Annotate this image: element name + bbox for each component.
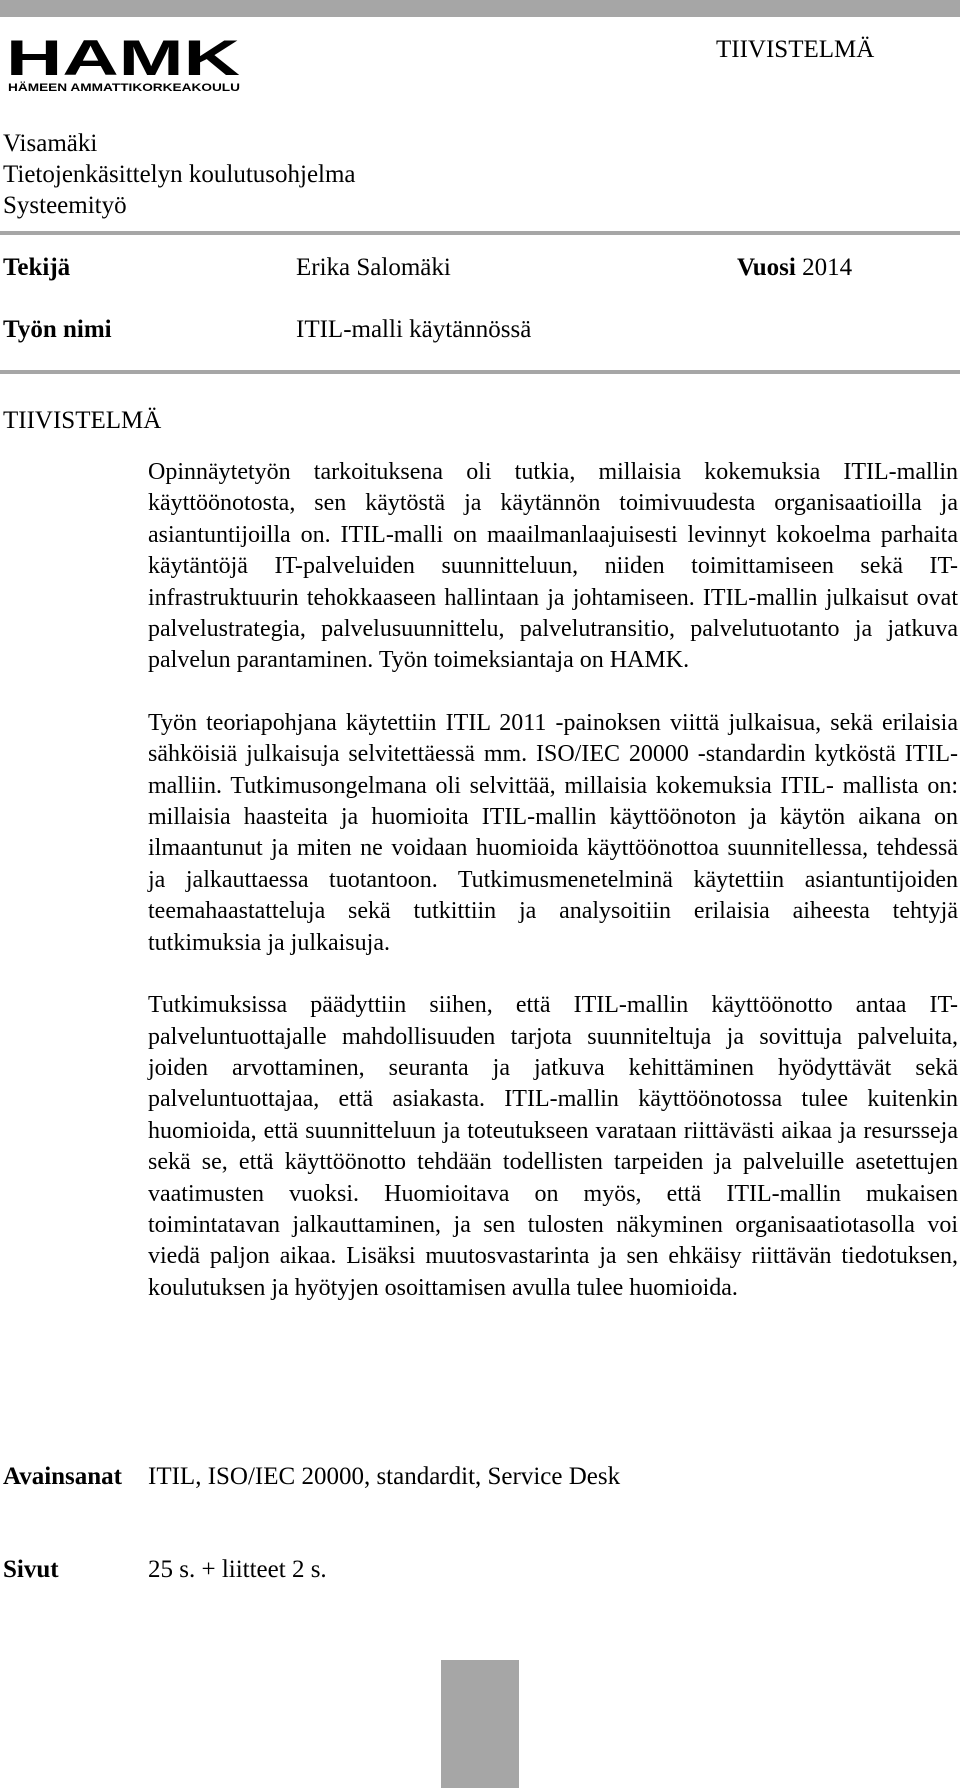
title-label: Työn nimi xyxy=(3,316,112,343)
abstract-heading: TIIVISTELMÄ xyxy=(3,407,162,434)
thesis-title: ITIL-malli käytännössä xyxy=(296,316,532,343)
year-value: 2014 xyxy=(802,254,853,281)
abstract-body xyxy=(148,457,958,1335)
hamk-logo xyxy=(6,35,246,95)
specialisation: Systeemityö xyxy=(3,192,127,219)
pages-label: Sivut xyxy=(3,1556,59,1583)
year-label: Vuosi xyxy=(737,254,796,281)
keywords-label: Avainsanat xyxy=(3,1463,123,1490)
unit-info xyxy=(3,128,356,221)
footer-block xyxy=(441,1660,519,1788)
year-field xyxy=(737,254,852,282)
divider-rule xyxy=(0,370,960,374)
abstract-paragraph: Opinnäytetyön tarkoituksena oli tutkia, millaisia kokemuksia ITIL-mallin käyttöönotosta, sen käytöstä ja käytännön toimivuudesta organisaatioilla ja asiantuntijoilla on. ITIL-malli on maailmanlaajuisesti levinnyt kokoelma parhaita käytäntöjä IT-palveluiden suunnitteluun, niiden toimittamiseen sekä IT-infrastruktuurin tehokkaaseen hallintaan ja johtamiseen. ITIL-mallin julkaisut ovat palvelustrategia, palvelusuunnittelu, palvelutransitio, palvelutuotanto ja jatkuva palvelun parantaminen. Työn toimeksiantaja on HAMK. xyxy=(148,459,958,674)
keywords-value: ITIL, ISO/IEC 20000, standardit, Service Desk xyxy=(148,1463,621,1490)
campus: Visamäki xyxy=(3,130,98,157)
abstract-paragraph: Työn teoriapohjana käytettiin ITIL 2011 -painoksen viittä julkaisua, sekä erilaisia sähköisiä julkaisuja selvitettäessä mm. ISO/IEC 20000 -standardin kytköstä ITIL-malliin. Tutkimusongelmana oli selvittää, millaisia kokemuksia ITIL- mallista on: millaisia haasteita ja huomioita ITIL-mallin käyttöönoton ja käytön aikana on ilmaantunut ja miten ne voidaan huomioida käyttöönottoa suunnitellessa, tehdessä ja jalkauttaessa tuotantoon. Tutkimusmenetelminä käytettiin asiantuntijoiden teemahaastatteluja sekä tutkittiin ja analysoitiin erilaisia aiheesta tehtyjä tutkimuksia ja julkaisuja. xyxy=(148,709,958,956)
author-name: Erika Salomäki xyxy=(296,254,451,281)
abstract-paragraph: Tutkimuksissa päädyttiin siihen, että ITIL-mallin käyttöönotto antaa IT-palveluntuottajalle mahdollisuuden tarjota suunniteltuja ja sovittuja palveluita, joiden arvottaminen, seuranta ja jatkuva kehittäminen hyödyttävät sekä palveluntuottajaa, että asiakasta. ITIL-mallin käyttöönotossa tulee kuitenkin huomioida, että suunnitteluun ja toteutukseen varataan riittävästi aikaa ja resursseja sekä se, että käyttöönotto tehdään todellisten tarpeiden ja palveluille asetettujen vaatimusten vuoksi. Huomioitava on myös, että ITIL-mallin mukaisen toimintatavan jalkauttaminen, ja sen tulosten näkyminen organisaatiotasolla voi viedä paljon aikaa. Lisäksi muutosvastarinta ja sen ehkäisy riittävän tiedotuksen, koulutuksen ja hyötyjen osoittamisen avulla tulee huomioida. xyxy=(148,992,958,1301)
logo-subtext: HÄMEEN AMMATTIKORKEAKOULU xyxy=(8,82,195,94)
document-type-header: TIIVISTELMÄ xyxy=(716,36,875,63)
pages-value: 25 s. + liitteet 2 s. xyxy=(148,1556,327,1583)
author-label: Tekijä xyxy=(3,254,71,281)
top-divider-bar xyxy=(0,0,960,17)
degree-programme: Tietojenkäsittelyn koulutusohjelma xyxy=(3,161,356,188)
logo-wordmark: HAMK xyxy=(6,35,240,86)
divider-rule xyxy=(0,231,960,235)
